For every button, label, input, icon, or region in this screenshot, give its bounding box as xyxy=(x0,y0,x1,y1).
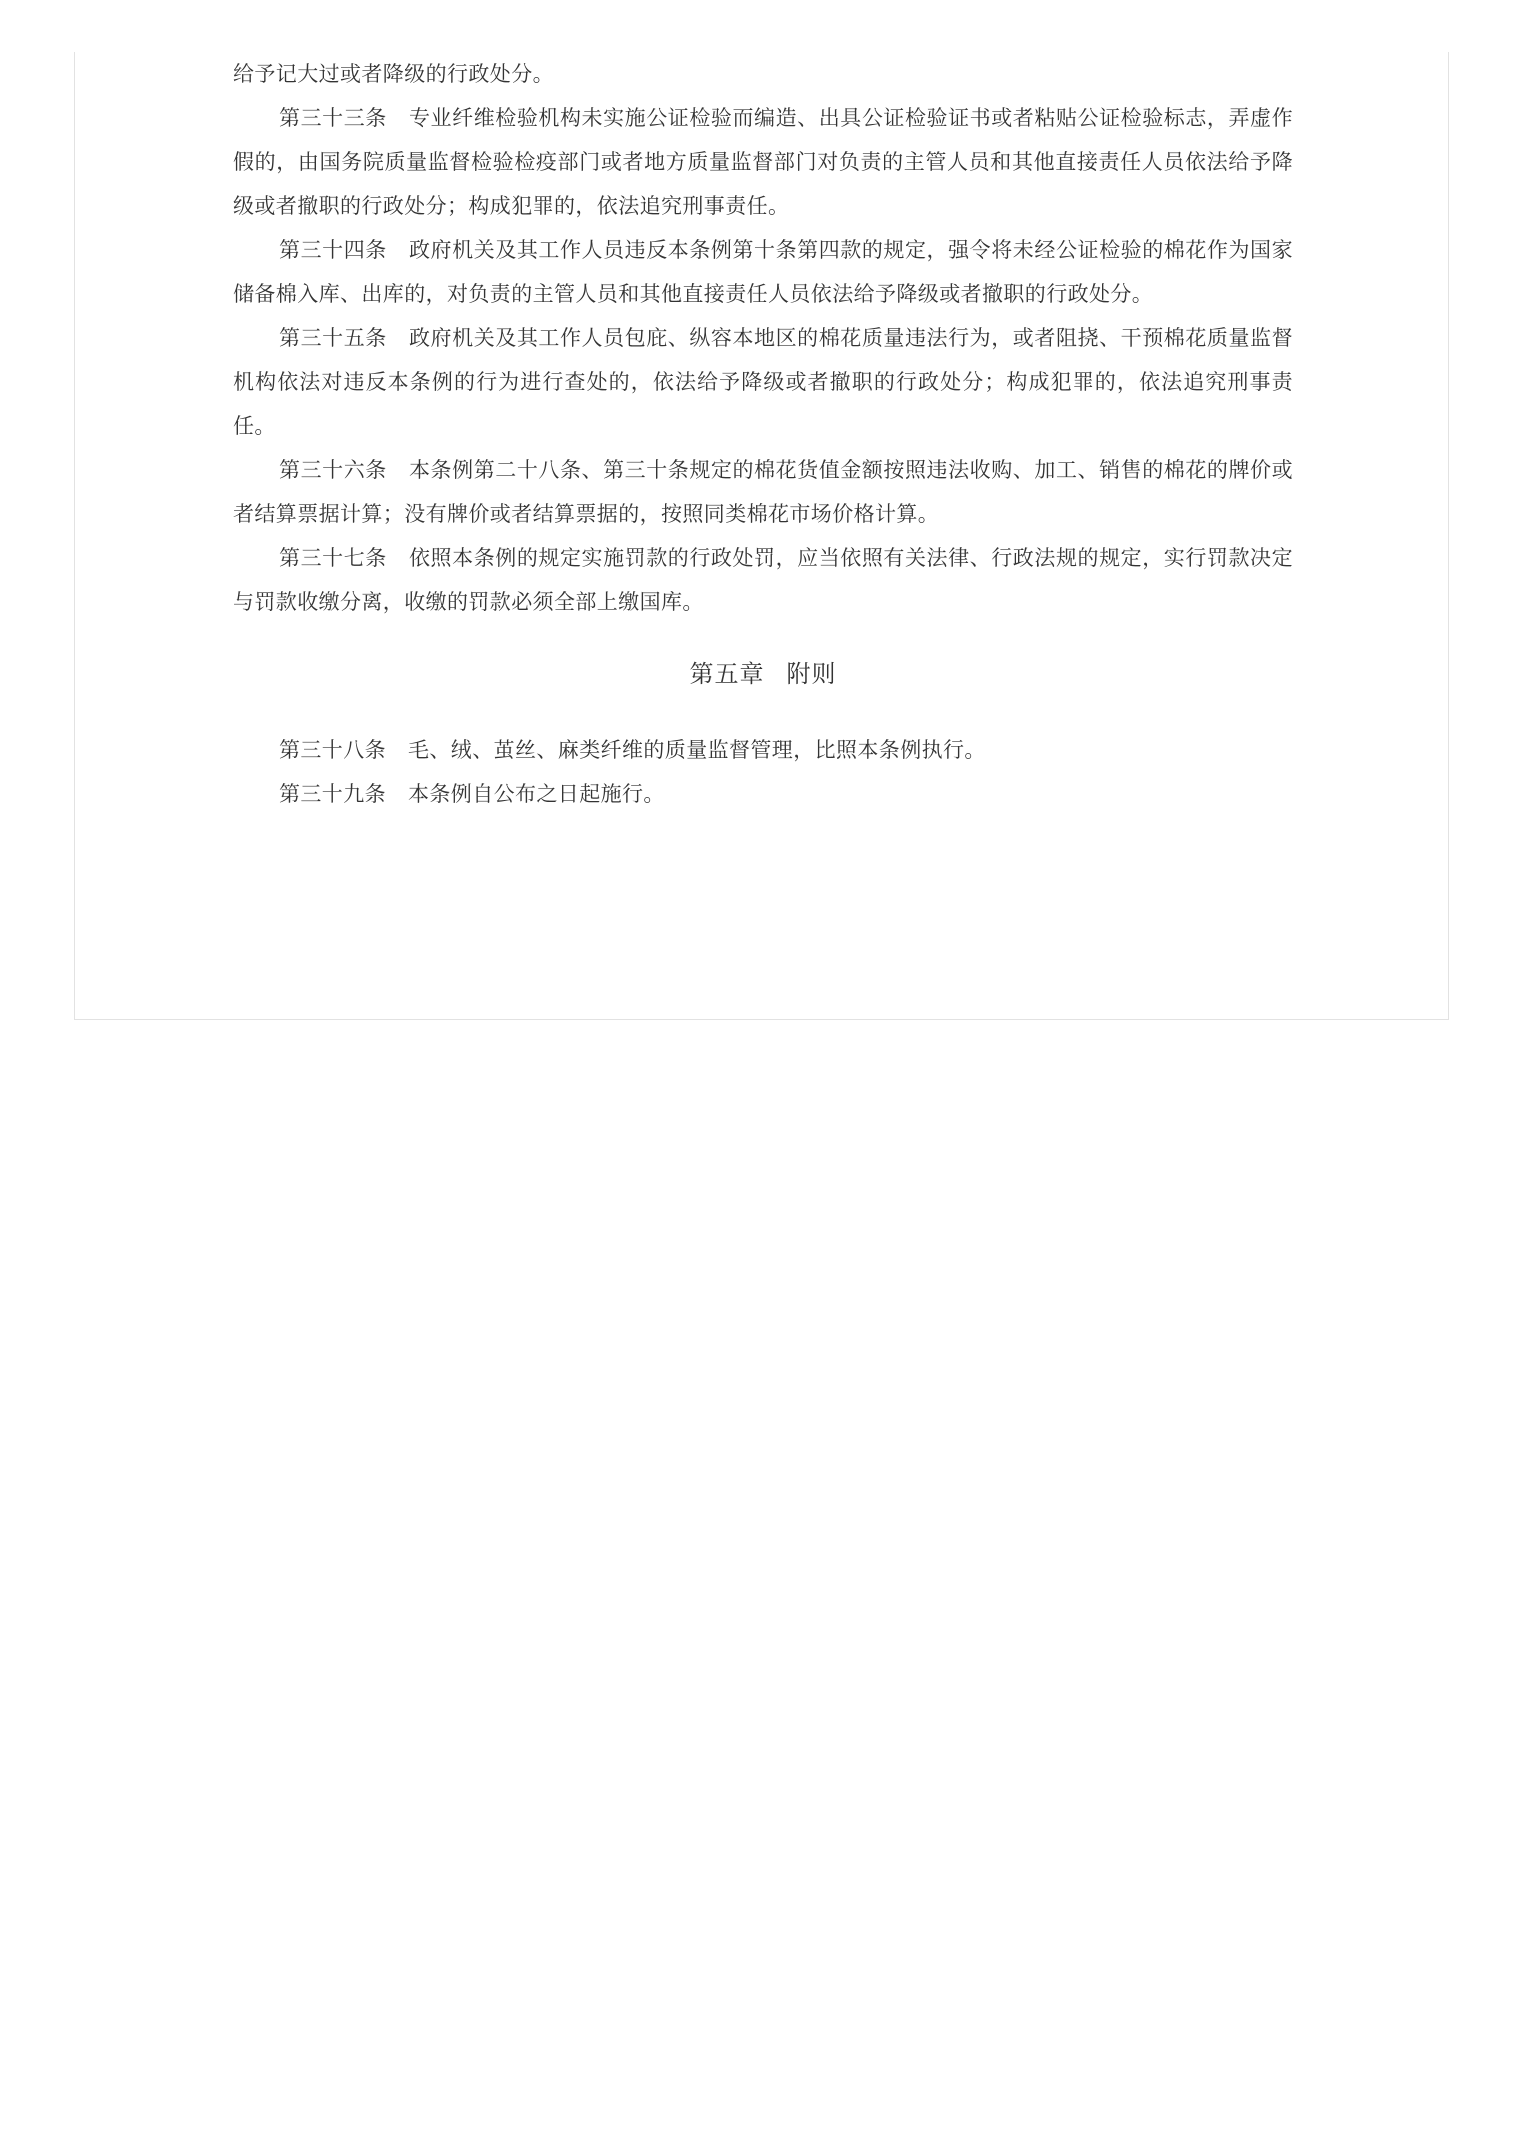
article-text: 本条例第二十八条、第三十条规定的棉花货值金额按照违法收购、加工、销售的棉花的牌价或者结算票据计算；没有牌价或者结算票据的，按照同类棉花市场价格计算。 xyxy=(233,458,1293,526)
article-35 xyxy=(233,316,1293,448)
article-text: 本条例自公布之日起施行。 xyxy=(408,782,665,806)
chapter-heading xyxy=(233,652,1293,696)
article-38 xyxy=(233,728,1293,772)
article-text: 毛、绒、茧丝、麻类纤维的质量监督管理，比照本条例执行。 xyxy=(408,738,986,762)
article-39 xyxy=(233,772,1293,816)
article-text: 专业纤维检验机构未实施公证检验而编造、出具公证检验证书或者粘贴公证检验标志，弄虚作假的，由国务院质量监督检验检疫部门或者地方质量监督部门对负责的主管人员和其他直接责任人员依法给予降级或者撤职的行政处分；构成犯罪的，依法追究刑事责任。 xyxy=(233,106,1293,218)
article-label: 第三十五条 xyxy=(279,326,387,350)
article-34 xyxy=(233,228,1293,316)
article-36 xyxy=(233,448,1293,536)
article-text: 依照本条例的规定实施罚款的行政处罚，应当依照有关法律、行政法规的规定，实行罚款决定与罚款收缴分离，收缴的罚款必须全部上缴国库。 xyxy=(233,546,1293,614)
article-33 xyxy=(233,96,1293,228)
article-text: 政府机关及其工作人员包庇、纵容本地区的棉花质量违法行为，或者阻挠、干预棉花质量监督机构依法对违反本条例的行为进行查处的，依法给予降级或者撤职的行政处分；构成犯罪的，依法追究刑事责任。 xyxy=(233,326,1293,438)
article-37 xyxy=(233,536,1293,624)
article-label: 第三十三条 xyxy=(279,106,387,130)
document-body xyxy=(233,52,1293,816)
article-text: 政府机关及其工作人员违反本条例第十条第四款的规定，强令将未经公证检验的棉花作为国家储备棉入库、出库的，对负责的主管人员和其他直接责任人员依法给予降级或者撤职的行政处分。 xyxy=(233,238,1293,306)
article-label: 第三十六条 xyxy=(279,458,387,482)
chapter-number: 第五章 xyxy=(689,660,765,688)
article-label: 第三十九条 xyxy=(279,782,386,806)
article-label: 第三十四条 xyxy=(279,238,387,262)
chapter-title: 附则 xyxy=(786,660,837,688)
article-label: 第三十七条 xyxy=(279,546,387,570)
article-label: 第三十八条 xyxy=(279,738,386,762)
continuation-paragraph: 给予记大过或者降级的行政处分。 xyxy=(233,62,554,86)
